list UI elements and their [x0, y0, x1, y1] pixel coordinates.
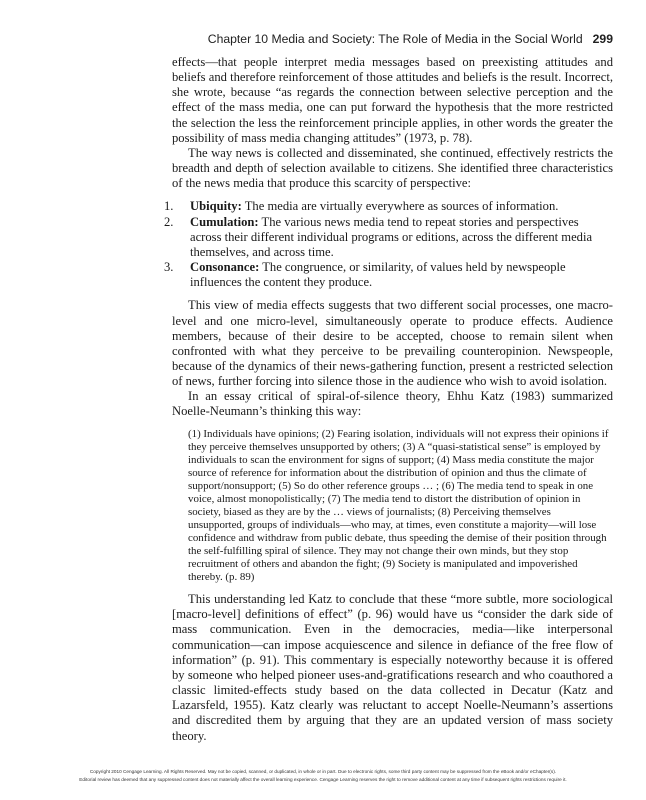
- list-text: The media are virtually everywhere as sources of information.: [244, 199, 559, 214]
- copyright-line-1: Copyright 2010 Cengage Learning. All Rights Reserved. May not be copied, scanned, or duplicated, in whole or in part. Due to electronic rights, some third party content may be suppressed from the eBook and/or eChapter(s).: [89, 769, 557, 774]
- paragraph-2: The way news is collected and disseminated, she continued, effectively restricts the breadth and depth of selection available to citizens. She identified three characteristics of the news media that produce this scarcity of perspective:: [172, 145, 613, 191]
- list-item: [164, 260, 613, 290]
- paragraph-4: In an essay critical of spiral-of-silence theory, Ehhu Katz (1983) summarized Noelle-Neumann’s thinking this way:: [172, 389, 613, 419]
- list-text: The various news media tend to repeat stories and perspectives across their different individual programs or editions, across the different media themselves, and across time.: [190, 214, 593, 259]
- list-number: 1.: [164, 199, 174, 214]
- chapter-title: Chapter 10 Media and Society: The Role of Media in the Social World: [207, 32, 583, 46]
- copyright-line-2: Editorial review has deemed that any suppressed content does not materially affect the overall learning experience. Cengage Learning reserves the right to remove additional content at any time if subsequent rights restrictions require it.: [79, 777, 567, 782]
- list-item: [164, 214, 613, 260]
- page-number: 299: [592, 32, 613, 46]
- paragraph-1: effects—that people interpret media messages based on preexisting attitudes and beliefs and therefore reinforcement of those attitudes and beliefs is the result. Incorrect, she wrote, because “as regards the connection between selective perception and the effect of the mass media, one can put forward the hypothesis that the more restricted the selection the less the reinforcement principle applies, in other words the greater the possibility of mass media changing attitudes” (1973, p. 78).: [172, 55, 613, 145]
- paragraph-5: This understanding led Katz to conclude that these “more subtle, more sociological [macro-level] definitions of effect” (p. 96) would have us “consider the dark side of mass communication. Even in the democracies, media—like interpersonal communication—can impose acquiescence and silence in defiance of the free flow of information” (p. 91). This commentary is especially noteworthy because it is offered by someone who helped pioneer uses-and-gratifications research and who coauthored a classic limited-effects study based on the data collected in Decatur (Katz and Lazarsfeld, 1955). Katz clearly was reluctant to accept Noelle-Neumann’s assertions and discredited them by arguing that they are an updated version of mass society theory.: [172, 592, 613, 743]
- list-term: Ubiquity:: [190, 199, 242, 214]
- copyright-footer: [0, 768, 646, 784]
- running-head: [160, 32, 613, 46]
- list-item: [164, 199, 613, 214]
- list-term: Consonance:: [190, 260, 260, 275]
- main-text: [164, 55, 613, 744]
- block-quote: (1) Individuals have opinions; (2) Fearing isolation, individuals will not express their opinions if they perceive themselves unsupported by others; (3) A “quasi-statistical sense” is employed by individuals to scan the environment for signs of support; (4) Mass media constitute the major source of reference for information about the distribution of opinion and thus the climate of support/nonsupport; (5) So do other reference groups … ; (6) The media tend to speak in one voice, almost monopolistically; (7) The media tend to distort the distribution of opinion in society, biased as they are by the … views of journalists; (8) Perceiving themselves unsupported, groups of individuals—who may, at times, even constitute a majority—will lose confidence and withdraw from public debate, thus speeding the demise of their position through the self-fulfilling spiral of silence. They may not change their own minds, but they stop recruitment of others and abandon the fight; (9) Society is manipulated and impoverished thereby. (p. 89): [188, 427, 609, 584]
- list-text: The congruence, or similarity, of values held by newspeople influences the content they produce.: [190, 260, 566, 290]
- paragraph-3: This view of media effects suggests that two different social processes, one macro-level and one micro-level, simultaneously operate to produce effects. Audience members, because of their desire to be accepted, choose to remain silent when confronted with what they perceive to be prevailing counteropinion. Newspeople, because of the dynamics of their news-gathering function, present a restricted selection of news, further forcing into silence those in the audience who wish to avoid isolation.: [172, 298, 613, 389]
- list-number: 3.: [164, 260, 174, 275]
- list-number: 2.: [164, 214, 174, 229]
- characteristics-list: [164, 199, 613, 290]
- list-term: Cumulation:: [190, 214, 259, 229]
